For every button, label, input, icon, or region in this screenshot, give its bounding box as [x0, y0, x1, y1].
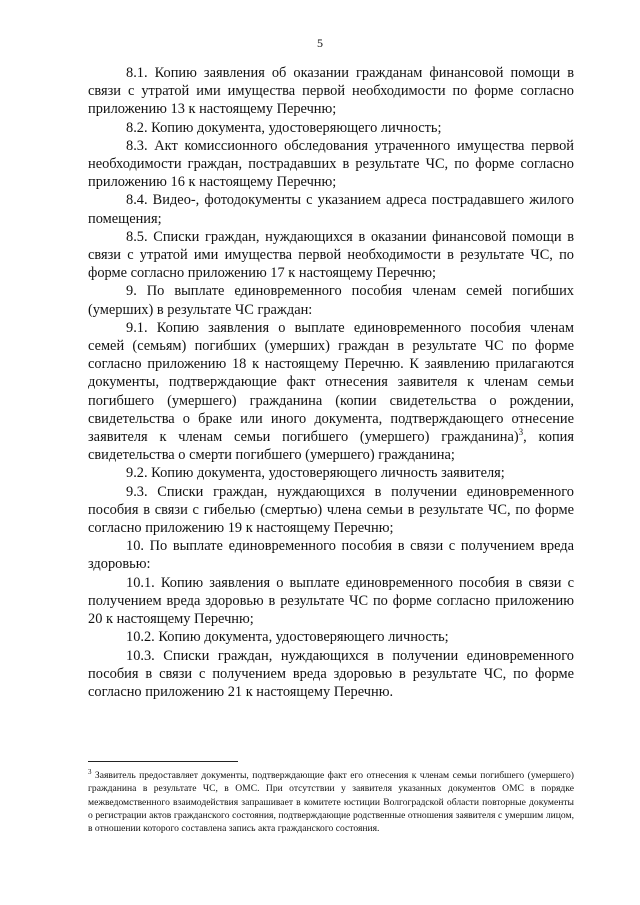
paragraph-9-2: 9.2. Копию документа, удостоверяющего личность заявителя;	[126, 465, 505, 482]
paragraph-9: 9. По выплате единовременного пособия членам семей погибших (умерших) в результате ЧС граждан:	[88, 283, 574, 318]
paragraph-8-4: 8.4. Видео-, фотодокументы с указанием адреса пострадавшего жилого помещения;	[88, 192, 574, 227]
paragraph-8-3: 8.3. Акт комиссионного обследования утраченного имущества первой необходимости граждан, пострадавших в результате ЧС, по форме согласно приложению 16 к настоящему Перечню;	[88, 137, 574, 191]
paragraph-9-1-text: 9.1. Копию заявления о выплате единовременного пособия членам семей (семьям) погибших (умерших) граждан в результате ЧС по форме согласно приложению 18 к настоящему Перечню. К заявлению прилагаются документы, подтверждающие факт отнесения заявителя к членам семьи погибшего (умершего) гражданина (копии свидетельства о рождении, свидетельства о браке или иного документа, подтверждающего отнесение заявителя к членам семьи погибшего (умершего) гражданина)	[88, 319, 574, 446]
footnote	[88, 769, 574, 835]
page-number: 5	[317, 36, 323, 50]
paragraph-9-3: 9.3. Списки граждан, нуждающихся в получении единовременного пособия в связи с гибелью (смертью) члена семьи в результате ЧС, по форме согласно приложению 19 к настоящему Перечню;	[88, 483, 574, 537]
footnote-marker: 3	[88, 767, 92, 776]
paragraph-9-1-continuation: , копия свидетельства о смерти погибшего (умершего) гражданина;	[88, 429, 574, 464]
footnote-ref: 3	[518, 427, 524, 438]
paragraph-9-1	[88, 319, 574, 465]
document-body	[88, 64, 574, 701]
paragraph-10-1: 10.1. Копию заявления о выплате единовременного пособия в связи с получением вреда здоровью в результате ЧС по форме согласно приложению 20 к настоящему Перечню;	[88, 574, 574, 628]
paragraph-10-3: 10.3. Списки граждан, нуждающихся в получении единовременного пособия в связи с получением вреда здоровью в результате ЧС, по форме согласно приложению 21 к настоящему Перечню.	[88, 647, 574, 700]
footnote-text: Заявитель предоставляет документы, подтверждающие факт его отнесения к членам семьи погибшего (умершего) гражданина в результате ЧС, в ОМС. При отсутствии у заявителя указанных документов ОМС в порядке межведомственного взаимодействия запрашивает в комитете юстиции Волгоградской области повторные документы о регистрации актов гражданского состояния, подтверждающие родственные отношения заявителя с умершим лицом, в отношении которого составлена запись акта гражданского состояния.	[88, 770, 574, 835]
paragraph-8-1: 8.1. Копию заявления об оказании гражданам финансовой помощи в связи с утратой ими имущества первой необходимости по форме согласно приложению 13 к настоящему Перечню;	[88, 65, 574, 118]
paragraph-8-5: 8.5. Списки граждан, нуждающихся в оказании финансовой помощи в связи с утратой ими имущества первой необходимости в результате ЧС, по форме согласно приложению 17 к настоящему Перечню;	[88, 228, 574, 282]
footnote-divider	[88, 761, 238, 762]
paragraph-8-2: 8.2. Копию документа, удостоверяющего личность;	[126, 119, 442, 136]
paragraph-10: 10. По выплате единовременного пособия в связи с получением вреда здоровью:	[88, 538, 574, 573]
paragraph-10-2: 10.2. Копию документа, удостоверяющего личность;	[126, 629, 449, 646]
